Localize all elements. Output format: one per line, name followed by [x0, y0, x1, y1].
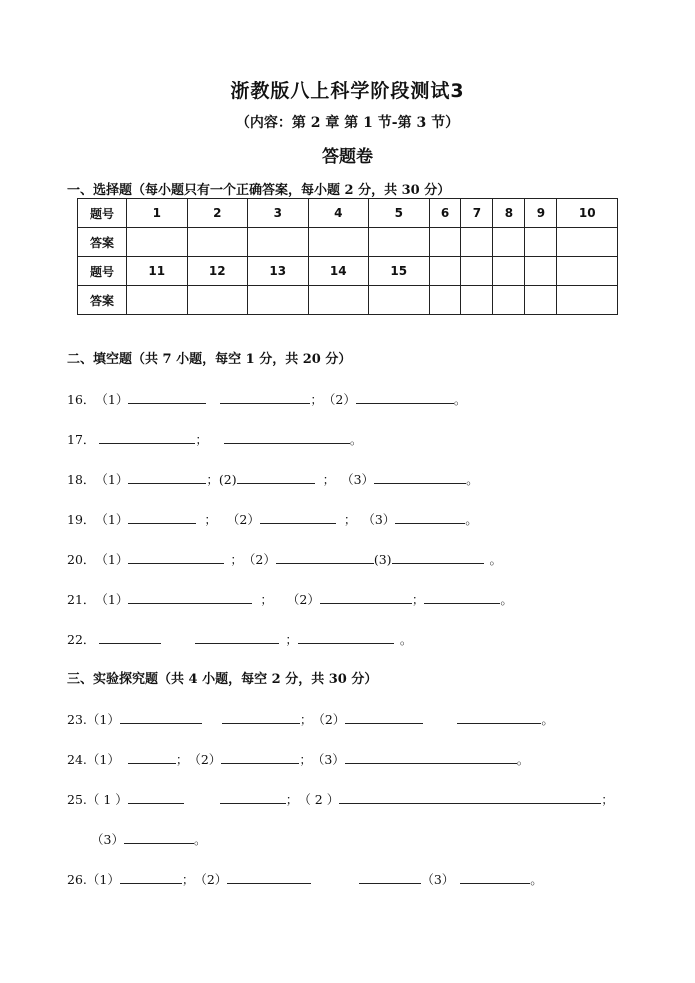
answer-cell[interactable] — [369, 286, 430, 315]
answer-cell[interactable] — [557, 286, 618, 315]
answer-cell[interactable] — [187, 286, 248, 315]
empty-cell — [557, 257, 618, 286]
answer-blank[interactable] — [120, 871, 182, 884]
answer-cell[interactable] — [127, 228, 188, 257]
answer-blank[interactable] — [298, 631, 394, 644]
empty-cell — [525, 257, 557, 286]
answer-blank[interactable] — [345, 751, 517, 764]
answer-cell[interactable] — [308, 228, 369, 257]
answer-blank[interactable] — [128, 511, 196, 524]
page-title: 浙教版八上科学阶段测试3 — [230, 80, 465, 102]
question-number: 3 — [248, 199, 309, 228]
answer-blank[interactable] — [124, 831, 194, 844]
table-row — [78, 228, 618, 257]
row-label-number: 题号 — [78, 199, 127, 228]
answer-cell[interactable] — [525, 286, 557, 315]
question-16: 16．（1） ；（2） 。 — [67, 392, 467, 407]
answer-cell[interactable] — [248, 228, 309, 257]
answer-cell[interactable] — [525, 228, 557, 257]
section-experiment-heading: 三、实验探究题（共 4 小题，每空 2 分，共 30 分） — [67, 672, 378, 687]
question-number: 6 — [429, 199, 461, 228]
answer-blank[interactable] — [392, 551, 484, 564]
answer-blank[interactable] — [424, 591, 500, 604]
answer-blank[interactable] — [128, 391, 206, 404]
answer-cell[interactable] — [493, 228, 525, 257]
answer-blank[interactable] — [128, 471, 206, 484]
answer-sheet-title: 答题卷 — [322, 147, 373, 167]
empty-cell — [461, 257, 493, 286]
answer-blank[interactable] — [128, 791, 184, 804]
answer-blank[interactable] — [227, 871, 311, 884]
answer-blank[interactable] — [128, 591, 252, 604]
choice-answer-table — [77, 198, 618, 315]
answer-cell[interactable] — [461, 228, 493, 257]
question-number: 2 — [187, 199, 248, 228]
answer-blank[interactable] — [276, 551, 374, 564]
question-19: 19．（1） ； （2） ； （3） 。 — [67, 512, 478, 527]
answer-blank[interactable] — [220, 391, 310, 404]
answer-blank[interactable] — [345, 711, 423, 724]
question-number: 12 — [187, 257, 248, 286]
question-number: 5 — [369, 199, 430, 228]
question-number: 7 — [461, 199, 493, 228]
empty-cell — [493, 257, 525, 286]
answer-blank[interactable] — [374, 471, 466, 484]
answer-cell[interactable] — [308, 286, 369, 315]
answer-blank[interactable] — [221, 751, 299, 764]
question-number: 13 — [248, 257, 309, 286]
answer-blank[interactable] — [395, 511, 465, 524]
answer-blank[interactable] — [260, 511, 336, 524]
answer-cell[interactable] — [461, 286, 493, 315]
answer-blank[interactable] — [457, 711, 541, 724]
answer-cell[interactable] — [429, 286, 461, 315]
answer-cell[interactable] — [493, 286, 525, 315]
question-22: 22． ； 。 — [67, 632, 413, 647]
answer-blank[interactable] — [237, 471, 315, 484]
empty-cell — [429, 257, 461, 286]
answer-cell[interactable] — [429, 228, 461, 257]
row-label-answer: 答案 — [78, 228, 127, 257]
row-label-answer: 答案 — [78, 286, 127, 315]
question-25: 25.（ 1 ） ；（ 2 ） ； — [67, 792, 614, 807]
question-20: 20．（1） ；（2） (3) 。 — [67, 552, 503, 567]
table-row — [78, 286, 618, 315]
question-number: 9 — [525, 199, 557, 228]
answer-blank[interactable] — [220, 791, 286, 804]
answer-blank[interactable] — [128, 551, 224, 564]
answer-blank[interactable] — [195, 631, 279, 644]
question-number: 8 — [493, 199, 525, 228]
answer-blank[interactable] — [359, 871, 421, 884]
row-label-number: 题号 — [78, 257, 127, 286]
answer-blank[interactable] — [99, 631, 161, 644]
answer-cell[interactable] — [187, 228, 248, 257]
answer-blank[interactable] — [222, 711, 300, 724]
answer-blank[interactable] — [99, 431, 195, 444]
answer-blank[interactable] — [460, 871, 530, 884]
question-number: 4 — [308, 199, 369, 228]
answer-blank[interactable] — [339, 791, 601, 804]
answer-blank[interactable] — [224, 431, 350, 444]
question-number: 15 — [369, 257, 430, 286]
table-row — [78, 257, 618, 286]
answer-blank[interactable] — [120, 711, 202, 724]
question-25-part3: （3） 。 — [91, 832, 207, 847]
answer-cell[interactable] — [369, 228, 430, 257]
page-subtitle: （内容：第 2 章 第 1 节-第 3 节） — [235, 115, 460, 131]
answer-blank[interactable] — [128, 751, 176, 764]
section-fill-heading: 二、填空题（共 7 小题，每空 1 分，共 20 分） — [67, 352, 352, 367]
question-24: 24.（1） ；（2） ；（3） 。 — [67, 752, 530, 767]
answer-cell[interactable] — [127, 286, 188, 315]
question-18: 18．（1） ；(2) ； （3） 。 — [67, 472, 479, 487]
question-23: 23.（1） ；（2） 。 — [67, 712, 554, 727]
answer-blank[interactable] — [356, 391, 454, 404]
table-row — [78, 199, 618, 228]
answer-cell[interactable] — [557, 228, 618, 257]
question-number: 11 — [127, 257, 188, 286]
question-number: 10 — [557, 199, 618, 228]
question-26: 26.（1） ；（2） （3） 。 — [67, 872, 543, 887]
question-17: 17． ； 。 — [67, 432, 363, 447]
answer-blank[interactable] — [320, 591, 412, 604]
question-21: 21．（1） ； （2） ； 。 — [67, 592, 513, 607]
question-number: 14 — [308, 257, 369, 286]
answer-cell[interactable] — [248, 286, 309, 315]
section-choice-heading: 一、选择题（每小题只有一个正确答案，每小题 2 分，共 30 分） — [67, 183, 451, 198]
question-number: 1 — [127, 199, 188, 228]
